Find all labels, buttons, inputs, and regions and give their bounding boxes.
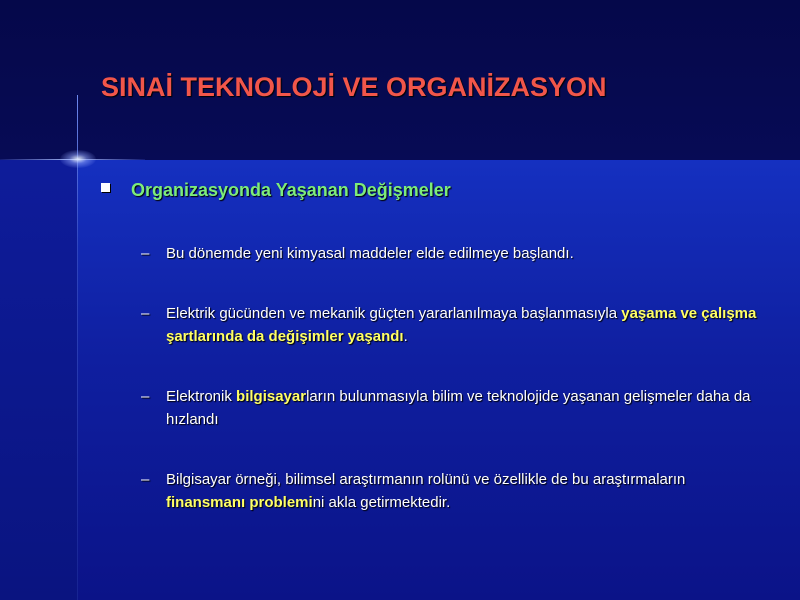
item-highlight: finansmanı problemi	[166, 494, 313, 511]
item-text: Elektronik	[166, 388, 237, 405]
slide-title: SINAİ TEKNOLOJİ VE ORGANİZASYON	[101, 72, 607, 102]
dash-bullet: –	[141, 471, 150, 488]
decorative-vertical-line	[77, 95, 78, 600]
dash-bullet: –	[141, 388, 150, 405]
body-band	[0, 160, 800, 600]
item-highlight: yaşama ve çalışma şartlarında da değişimler yaşandı	[166, 305, 757, 345]
bullet-heading: Organizasyonda Yaşanan Değişmeler	[131, 180, 451, 200]
item-text-suffix: ni akla getirmektedir.	[312, 494, 451, 511]
item-highlight: bilgisayar	[236, 388, 307, 405]
square-bullet-icon	[101, 183, 110, 192]
light-flare	[60, 150, 96, 168]
item-text-suffix: ların bulunmasıyla bilim ve teknolojide yaşanan gelişmeler daha da hızlandı	[166, 388, 751, 428]
list-item	[166, 385, 766, 431]
item-text: Elektrik gücünden ve mekanik güçten yararlanılmaya başlanmasıyla	[166, 305, 622, 322]
dash-bullet: –	[141, 305, 150, 322]
list-item	[166, 302, 766, 348]
item-text-suffix: .	[403, 328, 408, 345]
dash-bullet: –	[141, 245, 150, 262]
list-item	[166, 468, 766, 514]
item-text: Bu dönemde yeni kimyasal maddeler elde edilmeye başlandı.	[166, 245, 574, 262]
left-strip	[0, 160, 78, 600]
item-text: Bilgisayar örneği, bilimsel araştırmanın rolünü ve özellikle de bu araştırmaların	[166, 471, 686, 488]
list-item	[166, 242, 766, 265]
